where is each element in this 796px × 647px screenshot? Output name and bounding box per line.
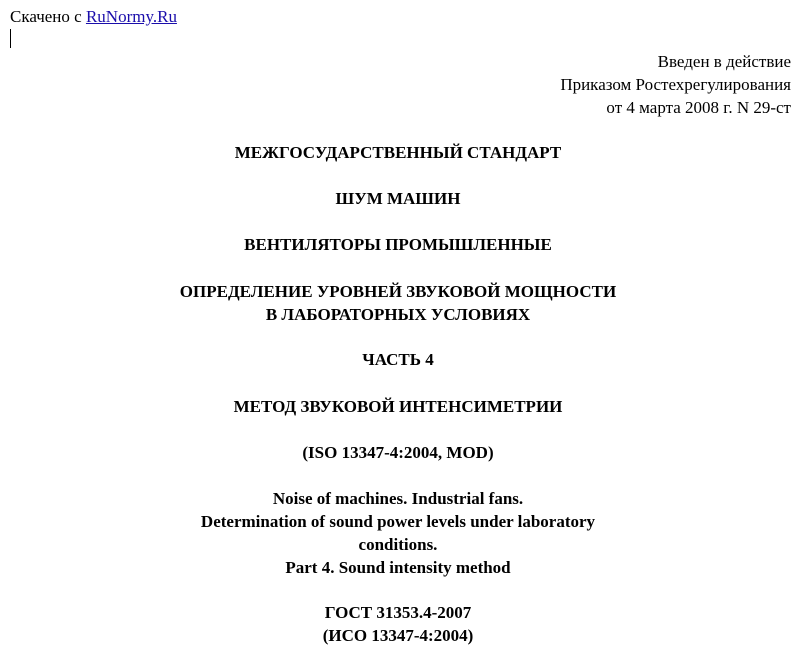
english-title-line-4: Part 4. Sound intensity method [285, 558, 511, 577]
english-title-line-3: conditions. [358, 535, 438, 554]
determination-heading-line-2: В ЛАБОРАТОРНЫХ УСЛОВИЯХ [265, 305, 531, 324]
runormy-link[interactable]: RuNormy.Ru [85, 7, 177, 26]
industrial-fans-heading: ВЕНТИЛЯТОРЫ ПРОМЫШЛЕННЫЕ [244, 235, 552, 254]
english-title [0, 487, 796, 579]
iso-number: (ИСО 13347-4:2004) [322, 626, 474, 645]
interstate-standard-heading: МЕЖГОСУДАРСТВЕННЫЙ СТАНДАРТ [234, 143, 562, 162]
source-line [10, 5, 177, 28]
standard-designation [0, 601, 796, 647]
effective-line-3: от 4 марта 2008 г. N 29-ст [606, 98, 791, 117]
noise-of-machines-heading: ШУМ МАШИН [335, 189, 461, 208]
text-cursor [10, 29, 11, 48]
effective-line-2: Приказом Ростехрегулирования [560, 75, 791, 94]
effective-line-1: Введен в действие [657, 52, 791, 71]
effective-notice [560, 50, 791, 119]
iso-reference: (ISO 13347-4:2004, MOD) [302, 443, 494, 462]
part-heading: ЧАСТЬ 4 [362, 350, 434, 369]
source-prefix: Скачено с [10, 7, 86, 26]
determination-heading-line-1: ОПРЕДЕЛЕНИЕ УРОВНЕЙ ЗВУКОВОЙ МОЩНОСТИ [179, 282, 617, 301]
english-title-line-1: Noise of machines. Industrial fans. [272, 489, 524, 508]
determination-heading [0, 280, 796, 326]
english-title-line-2: Determination of sound power levels under laboratory [200, 512, 596, 531]
method-heading: МЕТОД ЗВУКОВОЙ ИНТЕНСИМЕТРИИ [233, 397, 563, 416]
gost-number: ГОСТ 31353.4-2007 [324, 603, 472, 622]
